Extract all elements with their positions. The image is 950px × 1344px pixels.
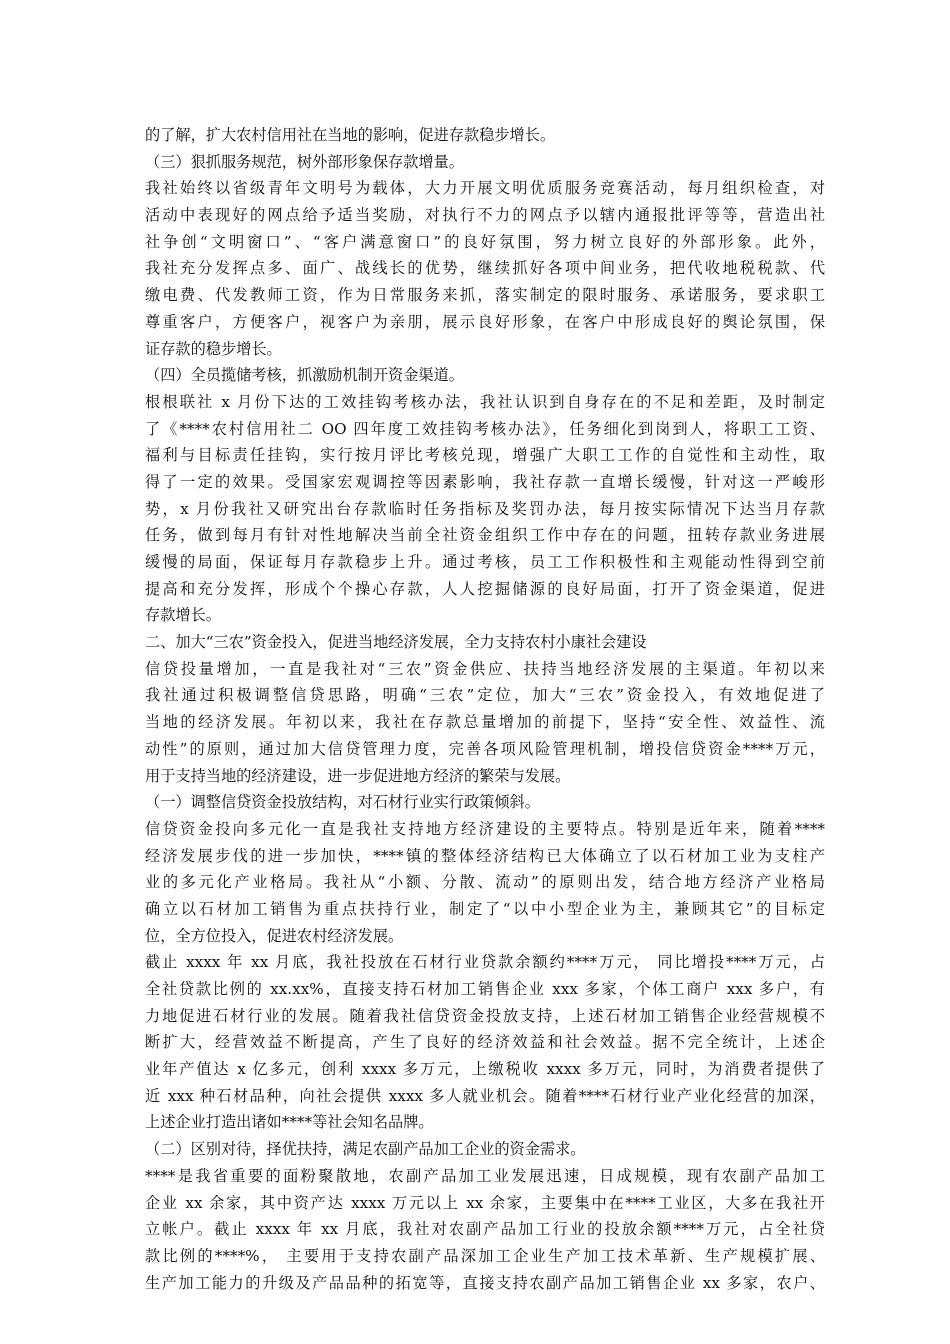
paragraph-line: 立帐户。截止 xxxx 年 xx 月底，我社对农副产品加工行业的投放余额****万元，占全社贷	[145, 1220, 825, 1239]
paragraph-line: 当地的经济发展。年初以来，我社在存款总量增加的前提下，坚持“安全性、效益性、流	[145, 713, 825, 732]
paragraph-line: 活动中表现好的网点给予适当奖励，对执行不力的网点予以辖内通报批评等等，营造出社	[145, 206, 825, 225]
paragraph-line: 缓慢的局面，保证每月存款稳步上升。通过考核，员工工作积极性和主观能动性得到空前	[145, 553, 825, 571]
paragraph-line: 社争创“文明窗口”、“客户满意窗口”的良好氛围，努力树立良好的外部形象。此外，	[145, 232, 825, 251]
paragraph-line: 款比例的****%， 主要用于支持农副产品深加工企业生产加工技术革新、生产规模扩展、	[145, 1246, 825, 1265]
paragraph-line: 上述企业打造出诸如****等社会知名品牌。	[145, 1113, 434, 1132]
paragraph-line: 确立以石材加工销售为重点扶持行业，制定了“以中小型企业为主，兼顾其它”的目标定	[145, 899, 825, 918]
paragraph-line: 我社充分发挥点多、面广、战线长的优势，继续抓好各项中间业务，把代收地税税款、代	[145, 259, 825, 278]
paragraph-line: 任务，做到每月有针对性地解决当前全社资金组织工作中存在的问题，扭转存款业务进展	[145, 526, 825, 545]
paragraph-line: 证存款的稳步增长。	[145, 339, 282, 358]
paragraph-line: 得了一定的效果。受国家宏观调控等因素影响，我社存款一直增长缓慢，针对这一严峻形	[145, 472, 825, 491]
section-heading: （三）狠抓服务规范，树外部形象保存款增量。	[145, 152, 464, 171]
paragraph-line: 生产加工能力的升级及产品品种的拓宽等，直接支持农副产品加工销售企业 xx 多家，农户、	[145, 1273, 825, 1292]
document-body	[145, 122, 825, 1296]
paragraph-line: 信贷投量增加，一直是我社对“三农”资金供应、扶持当地经济发展的主渠道。年初以来	[145, 659, 825, 678]
paragraph-line: 提高和充分发挥，形成个个操心存款，人人挖掘储源的良好局面，打开了资金渠道，促进	[145, 579, 825, 598]
paragraph-line: 动性”的原则，通过加大信贷管理力度，完善各项风险管理机制，增投信贷资金****万元，	[145, 739, 825, 758]
paragraph-line: 存款增长。	[145, 606, 221, 625]
paragraph-line: 截止 xxxx 年 xx 月底，我社投放在石材行业贷款余额约****万元， 同比增投****万元，占	[145, 953, 825, 972]
section-heading: （二）区别对待，择优扶持，满足农副产品加工企业的资金需求。	[145, 1140, 586, 1159]
paragraph-line: 的了解，扩大农村信用社在当地的影响，促进存款稳步增长。	[145, 126, 556, 144]
paragraph-line: 力地促进石材行业的发展。随着我社信贷资金投放支持，上述石材加工销售企业经营规模不	[145, 1006, 825, 1025]
section-heading: （一）调整信贷资金投放结构，对石材行业实行政策倾斜。	[145, 793, 540, 812]
paragraph-line: 势，x 月份我社又研究出台存款临时任务指标及奖罚办法，每月按实际情况下达当月存款	[145, 499, 825, 518]
paragraph-line: 福利与目标责任挂钩，实行按月评比考核兑现，增强广大职工工作的自觉性和主动性，取	[145, 446, 825, 465]
paragraph-line: ****是我省重要的面粉聚散地，农副产品加工业发展迅速，日成规模，现有农副产品加工	[145, 1166, 825, 1185]
paragraph-line: 近 xxx 种石材品种，向社会提供 xxxx 多人就业机会。随着****石材行业产业化经营的加深，	[145, 1086, 825, 1105]
paragraph-line: 缴电费、代发教师工资，作为日常服务来抓，落实制定的限时服务、承诺服务，要求职工	[145, 286, 825, 305]
paragraph-line: 信贷资金投向多元化一直是我社支持地方经济建设的主要特点。特别是近年来，随着****	[145, 819, 825, 838]
paragraph-line: 尊重客户，方便客户，视客户为亲朋，展示良好形象，在客户中形成良好的舆论氛围，保	[145, 312, 825, 331]
paragraph-line: 断扩大，经营效益不断提高，产生了良好的经济效益和社会效益。据不完全统计，上述企	[145, 1033, 825, 1052]
section-heading: 二、加大“三农”资金投入，促进当地经济发展，全力支持农村小康社会建设	[145, 633, 647, 652]
paragraph-line: 企业 xx 余家，其中资产达 xxxx 万元以上 xx 余家，主要集中在****工业区，大多在我社开	[145, 1193, 825, 1212]
paragraph-line: 我社通过积极调整信贷思路，明确“三农”定位，加大“三农”资金投入，有效地促进了	[145, 686, 825, 705]
paragraph-line: 了《****农村信用社二 OO 四年度工效挂钩考核办法》，任务细化到岗到人，将职工工资、	[145, 419, 825, 438]
paragraph-line: 业的多元化产业格局。我社从“小额、分散、流动”的原则出发，结合地方经济产业格局	[145, 873, 825, 892]
section-heading: （四）全员揽储考核，抓激励机制开资金渠道。	[145, 366, 464, 385]
paragraph-line: 用于支持当地的经济建设，进一步促进地方经济的繁荣与发展。	[145, 766, 571, 785]
paragraph-line: 全社贷款比例的 xx.xx%，直接支持石材加工销售企业 xxx 多家，个体工商户 xxx 多户，有	[145, 980, 825, 998]
paragraph-line: 我社始终以省级青年文明号为载体，大力开展文明优质服务竞赛活动，每月组织检查，对	[145, 179, 825, 198]
paragraph-line: 业年产值达 x 亿多元，创利 xxxx 多万元，上缴税收 xxxx 多万元，同时，为消费者提供了	[145, 1060, 825, 1079]
paragraph-line: 经济发展步伐的进一步加快，****镇的整体经济结构已大体确立了以石材加工业为支柱产	[145, 846, 825, 865]
paragraph-line: 根根联社 x 月份下达的工效挂钩考核办法，我社认识到自身存在的不足和差距，及时制定	[145, 392, 825, 411]
paragraph-line: 位，全方位投入，促进农村经济发展。	[145, 926, 404, 945]
